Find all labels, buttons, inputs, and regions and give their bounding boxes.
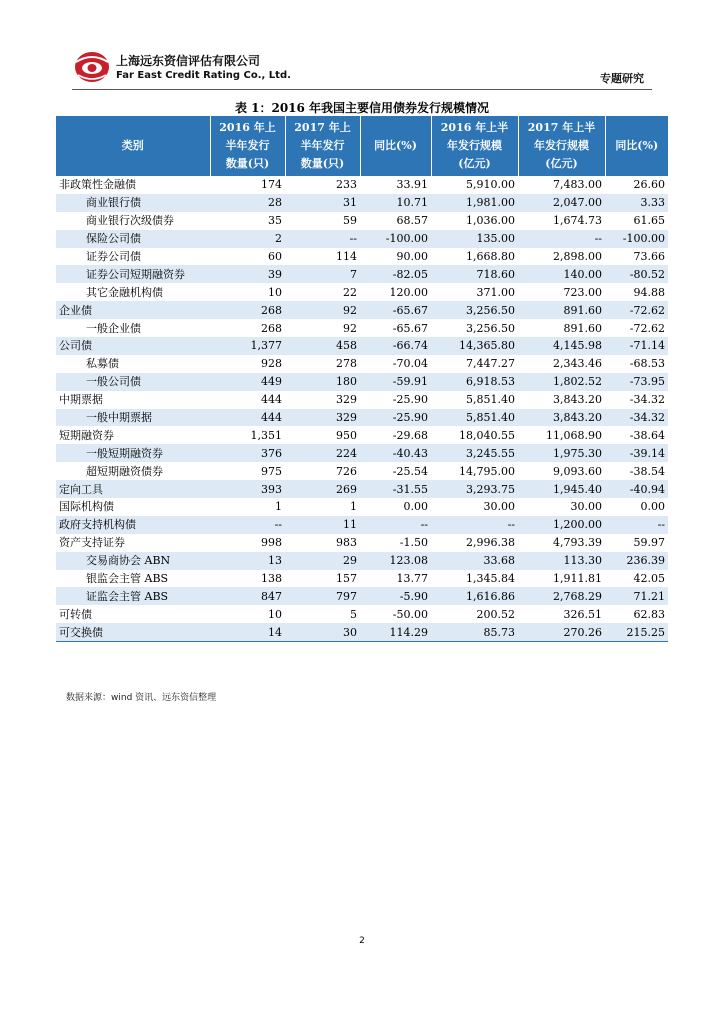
col-header-line: 2016 年上 bbox=[219, 121, 276, 134]
cell-yoy-size: -72.62 bbox=[605, 301, 668, 319]
cell-yoy-size: -39.14 bbox=[605, 444, 668, 462]
cell-count-2017: 1 bbox=[285, 498, 360, 516]
cell-size-2016: 3,245.55 bbox=[431, 444, 518, 462]
col-header-line: (亿元) bbox=[458, 157, 491, 170]
table-title: 表 1：2016 年我国主要信用债券发行规模情况 bbox=[234, 101, 490, 115]
table-row bbox=[56, 176, 668, 194]
cell-count-2017: 92 bbox=[285, 301, 360, 319]
cell-category: 其它金融机构债 bbox=[56, 283, 210, 301]
cell-yoy-size: -100.00 bbox=[605, 230, 668, 248]
cell-yoy-size: -34.32 bbox=[605, 409, 668, 427]
cell-count-2016: 138 bbox=[210, 570, 285, 588]
cell-yoy-size: 73.66 bbox=[605, 248, 668, 266]
company-name-cn: 上海远东资信评估有限公司 bbox=[116, 54, 261, 68]
cell-category: 定向工具 bbox=[56, 480, 210, 498]
cell-count-2016: 268 bbox=[210, 319, 285, 337]
cell-size-2017: -- bbox=[518, 230, 605, 248]
cell-category: 短期融资券 bbox=[56, 426, 210, 444]
cell-size-2017: 1,975.30 bbox=[518, 444, 605, 462]
cell-size-2017: 1,674.73 bbox=[518, 212, 605, 230]
table-row bbox=[56, 212, 668, 230]
cell-count-2016: 444 bbox=[210, 391, 285, 409]
cell-size-2017: 2,047.00 bbox=[518, 194, 605, 212]
cell-count-2017: 157 bbox=[285, 570, 360, 588]
cell-size-2017: 2,768.29 bbox=[518, 587, 605, 605]
cell-yoy-size: -34.32 bbox=[605, 391, 668, 409]
cell-count-2017: -- bbox=[285, 230, 360, 248]
cell-size-2016: 30.00 bbox=[431, 498, 518, 516]
cell-category: 超短期融资债券 bbox=[56, 462, 210, 480]
cell-size-2016: 1,616.86 bbox=[431, 587, 518, 605]
cell-yoy-size: 94.88 bbox=[605, 283, 668, 301]
col-header-yoy-size: 同比(%) bbox=[605, 116, 668, 176]
cell-count-2017: 269 bbox=[285, 480, 360, 498]
cell-size-2016: 1,036.00 bbox=[431, 212, 518, 230]
cell-size-2017: 1,802.52 bbox=[518, 373, 605, 391]
cell-yoy-size: 71.21 bbox=[605, 587, 668, 605]
cell-yoy-size: -72.62 bbox=[605, 319, 668, 337]
page-header bbox=[72, 48, 652, 90]
col-header-line: 2016 年上半 bbox=[440, 121, 509, 134]
cell-category: 中期票据 bbox=[56, 391, 210, 409]
cell-count-2016: 975 bbox=[210, 462, 285, 480]
cell-count-2016: 174 bbox=[210, 176, 285, 194]
cell-count-2016: 393 bbox=[210, 480, 285, 498]
table-row bbox=[56, 319, 668, 337]
col-header-line: (亿元) bbox=[545, 157, 578, 170]
table-row bbox=[56, 373, 668, 391]
table-row bbox=[56, 534, 668, 552]
cell-size-2017: 3,843.20 bbox=[518, 409, 605, 427]
col-header-line: 2017 年上半 bbox=[527, 121, 596, 134]
cell-yoy-size: -38.54 bbox=[605, 462, 668, 480]
cell-category: 可交换债 bbox=[56, 623, 210, 641]
table-row bbox=[56, 391, 668, 409]
cell-category: 保险公司债 bbox=[56, 230, 210, 248]
col-header-line: 2017 年上 bbox=[294, 121, 351, 134]
cell-yoy-count: -50.00 bbox=[360, 605, 431, 623]
cell-yoy-size: -80.52 bbox=[605, 265, 668, 283]
cell-yoy-count: -82.05 bbox=[360, 265, 431, 283]
cell-yoy-size: 236.39 bbox=[605, 552, 668, 570]
cell-size-2016: 33.68 bbox=[431, 552, 518, 570]
col-header-size-2017 bbox=[518, 116, 605, 176]
cell-count-2016: 847 bbox=[210, 587, 285, 605]
cell-size-2016: 3,256.50 bbox=[431, 301, 518, 319]
cell-category: 政府支持机构债 bbox=[56, 516, 210, 534]
cell-yoy-count: 123.08 bbox=[360, 552, 431, 570]
cell-size-2016: 200.52 bbox=[431, 605, 518, 623]
cell-category: 一般公司债 bbox=[56, 373, 210, 391]
table-row bbox=[56, 265, 668, 283]
cell-count-2016: 60 bbox=[210, 248, 285, 266]
cell-size-2017: 1,945.40 bbox=[518, 480, 605, 498]
cell-count-2017: 950 bbox=[285, 426, 360, 444]
cell-yoy-size: -71.14 bbox=[605, 337, 668, 355]
cell-count-2016: 39 bbox=[210, 265, 285, 283]
cell-size-2017: 723.00 bbox=[518, 283, 605, 301]
cell-count-2017: 7 bbox=[285, 265, 360, 283]
table-row bbox=[56, 623, 668, 641]
cell-count-2017: 31 bbox=[285, 194, 360, 212]
cell-size-2016: 5,851.40 bbox=[431, 391, 518, 409]
cell-yoy-size: 42.05 bbox=[605, 570, 668, 588]
cell-size-2017: 326.51 bbox=[518, 605, 605, 623]
cell-yoy-size: -40.94 bbox=[605, 480, 668, 498]
cell-count-2016: 1 bbox=[210, 498, 285, 516]
cell-yoy-count: -5.90 bbox=[360, 587, 431, 605]
col-header-line: 半年发行 bbox=[300, 139, 345, 152]
cell-yoy-count: 120.00 bbox=[360, 283, 431, 301]
cell-yoy-count: -70.04 bbox=[360, 355, 431, 373]
cell-count-2016: 268 bbox=[210, 301, 285, 319]
cell-count-2017: 22 bbox=[285, 283, 360, 301]
cell-category: 一般中期票据 bbox=[56, 409, 210, 427]
cell-count-2016: 376 bbox=[210, 444, 285, 462]
cell-yoy-count: -65.67 bbox=[360, 319, 431, 337]
cell-yoy-size: -73.95 bbox=[605, 373, 668, 391]
cell-count-2016: 928 bbox=[210, 355, 285, 373]
cell-size-2016: 718.60 bbox=[431, 265, 518, 283]
cell-count-2016: -- bbox=[210, 516, 285, 534]
cell-yoy-count: -25.54 bbox=[360, 462, 431, 480]
cell-category: 证券公司短期融资券 bbox=[56, 265, 210, 283]
cell-category: 公司债 bbox=[56, 337, 210, 355]
table-row bbox=[56, 587, 668, 605]
cell-size-2016: 3,293.75 bbox=[431, 480, 518, 498]
cell-size-2017: 113.30 bbox=[518, 552, 605, 570]
far-east-logo-icon bbox=[72, 48, 114, 86]
cell-yoy-size: 0.00 bbox=[605, 498, 668, 516]
col-header-line: 数量(只) bbox=[225, 157, 270, 170]
cell-yoy-count: -59.91 bbox=[360, 373, 431, 391]
table-row bbox=[56, 355, 668, 373]
cell-size-2016: 1,668.80 bbox=[431, 248, 518, 266]
table-row bbox=[56, 283, 668, 301]
table-row bbox=[56, 337, 668, 355]
cell-count-2017: 180 bbox=[285, 373, 360, 391]
cell-count-2016: 1,377 bbox=[210, 337, 285, 355]
cell-yoy-count: 0.00 bbox=[360, 498, 431, 516]
cell-category: 可转债 bbox=[56, 605, 210, 623]
cell-category: 私募债 bbox=[56, 355, 210, 373]
table-row bbox=[56, 426, 668, 444]
cell-yoy-size: 59.97 bbox=[605, 534, 668, 552]
cell-count-2017: 233 bbox=[285, 176, 360, 194]
cell-size-2016: 1,981.00 bbox=[431, 194, 518, 212]
cell-count-2017: 983 bbox=[285, 534, 360, 552]
cell-size-2016: 18,040.55 bbox=[431, 426, 518, 444]
col-header-count-2016 bbox=[210, 116, 285, 176]
table-row bbox=[56, 570, 668, 588]
cell-count-2016: 10 bbox=[210, 605, 285, 623]
cell-size-2017: 1,911.81 bbox=[518, 570, 605, 588]
cell-category: 一般企业债 bbox=[56, 319, 210, 337]
cell-size-2017: 3,843.20 bbox=[518, 391, 605, 409]
cell-size-2016: 7,447.27 bbox=[431, 355, 518, 373]
table-row bbox=[56, 248, 668, 266]
cell-category: 银监会主管 ABS bbox=[56, 570, 210, 588]
cell-category: 证监会主管 ABS bbox=[56, 587, 210, 605]
header-divider bbox=[72, 89, 652, 90]
cell-size-2016: 5,851.40 bbox=[431, 409, 518, 427]
cell-yoy-count: 10.71 bbox=[360, 194, 431, 212]
col-header-size-2016 bbox=[431, 116, 518, 176]
cell-category: 企业债 bbox=[56, 301, 210, 319]
page-number: 2 bbox=[359, 936, 365, 946]
col-header-line: 年发行规模 bbox=[447, 139, 502, 152]
cell-category: 一般短期融资券 bbox=[56, 444, 210, 462]
cell-count-2016: 14 bbox=[210, 623, 285, 641]
col-header-line: 年发行规模 bbox=[534, 139, 589, 152]
col-header-category: 类别 bbox=[56, 116, 210, 176]
cell-count-2016: 10 bbox=[210, 283, 285, 301]
cell-yoy-size: 61.65 bbox=[605, 212, 668, 230]
table-header-row bbox=[56, 116, 668, 176]
cell-category: 资产支持证券 bbox=[56, 534, 210, 552]
cell-count-2017: 29 bbox=[285, 552, 360, 570]
cell-size-2017: 2,343.46 bbox=[518, 355, 605, 373]
table-row bbox=[56, 194, 668, 212]
cell-size-2017: 2,898.00 bbox=[518, 248, 605, 266]
cell-yoy-count: 68.57 bbox=[360, 212, 431, 230]
cell-size-2017: 270.26 bbox=[518, 623, 605, 641]
cell-size-2016: 85.73 bbox=[431, 623, 518, 641]
cell-size-2017: 140.00 bbox=[518, 265, 605, 283]
cell-yoy-count: -66.74 bbox=[360, 337, 431, 355]
table-row bbox=[56, 444, 668, 462]
cell-yoy-size: -- bbox=[605, 516, 668, 534]
company-name-en: Far East Credit Rating Co., Ltd. bbox=[116, 70, 291, 81]
cell-count-2017: 329 bbox=[285, 409, 360, 427]
cell-yoy-count: -40.43 bbox=[360, 444, 431, 462]
cell-size-2017: 1,200.00 bbox=[518, 516, 605, 534]
table-body bbox=[56, 176, 668, 642]
cell-size-2016: 14,795.00 bbox=[431, 462, 518, 480]
table-row bbox=[56, 409, 668, 427]
cell-count-2017: 11 bbox=[285, 516, 360, 534]
cell-count-2017: 114 bbox=[285, 248, 360, 266]
cell-category: 非政策性金融债 bbox=[56, 176, 210, 194]
cell-size-2016: 135.00 bbox=[431, 230, 518, 248]
cell-count-2016: 1,351 bbox=[210, 426, 285, 444]
cell-count-2017: 30 bbox=[285, 623, 360, 641]
bond-issuance-table bbox=[56, 116, 668, 642]
cell-category: 国际机构债 bbox=[56, 498, 210, 516]
cell-yoy-count: 33.91 bbox=[360, 176, 431, 194]
cell-yoy-count: -1.50 bbox=[360, 534, 431, 552]
cell-size-2016: 1,345.84 bbox=[431, 570, 518, 588]
cell-category: 证券公司债 bbox=[56, 248, 210, 266]
cell-count-2017: 5 bbox=[285, 605, 360, 623]
cell-category: 商业银行次级债券 bbox=[56, 212, 210, 230]
section-label: 专题研究 bbox=[600, 72, 644, 85]
cell-size-2017: 30.00 bbox=[518, 498, 605, 516]
cell-count-2016: 998 bbox=[210, 534, 285, 552]
cell-size-2017: 7,483.00 bbox=[518, 176, 605, 194]
cell-size-2016: 5,910.00 bbox=[431, 176, 518, 194]
cell-count-2017: 59 bbox=[285, 212, 360, 230]
table-row bbox=[56, 480, 668, 498]
table-row bbox=[56, 462, 668, 480]
cell-yoy-count: -100.00 bbox=[360, 230, 431, 248]
col-header-count-2017 bbox=[285, 116, 360, 176]
cell-count-2016: 35 bbox=[210, 212, 285, 230]
cell-count-2017: 797 bbox=[285, 587, 360, 605]
cell-yoy-count: -25.90 bbox=[360, 391, 431, 409]
col-header-line: 数量(只) bbox=[300, 157, 345, 170]
cell-count-2016: 444 bbox=[210, 409, 285, 427]
cell-yoy-count: -65.67 bbox=[360, 301, 431, 319]
table-row bbox=[56, 605, 668, 623]
cell-count-2017: 92 bbox=[285, 319, 360, 337]
cell-count-2017: 278 bbox=[285, 355, 360, 373]
table-row bbox=[56, 516, 668, 534]
cell-yoy-size: 215.25 bbox=[605, 623, 668, 641]
cell-count-2017: 224 bbox=[285, 444, 360, 462]
cell-yoy-size: 62.83 bbox=[605, 605, 668, 623]
cell-yoy-count: 90.00 bbox=[360, 248, 431, 266]
col-header-yoy-count: 同比(%) bbox=[360, 116, 431, 176]
cell-size-2017: 11,068.90 bbox=[518, 426, 605, 444]
cell-count-2016: 449 bbox=[210, 373, 285, 391]
table-row bbox=[56, 498, 668, 516]
cell-size-2017: 4,793.39 bbox=[518, 534, 605, 552]
cell-category: 交易商协会 ABN bbox=[56, 552, 210, 570]
cell-yoy-count: 114.29 bbox=[360, 623, 431, 641]
cell-count-2016: 13 bbox=[210, 552, 285, 570]
table-row bbox=[56, 230, 668, 248]
table-row bbox=[56, 552, 668, 570]
cell-yoy-count: -- bbox=[360, 516, 431, 534]
table-row bbox=[56, 301, 668, 319]
cell-count-2016: 28 bbox=[210, 194, 285, 212]
cell-yoy-size: 26.60 bbox=[605, 176, 668, 194]
cell-count-2016: 2 bbox=[210, 230, 285, 248]
cell-size-2016: 6,918.53 bbox=[431, 373, 518, 391]
cell-size-2016: 3,256.50 bbox=[431, 319, 518, 337]
col-header-line: 半年发行 bbox=[225, 139, 270, 152]
cell-count-2017: 329 bbox=[285, 391, 360, 409]
cell-size-2016: 2,996.38 bbox=[431, 534, 518, 552]
cell-size-2017: 891.60 bbox=[518, 301, 605, 319]
cell-count-2017: 458 bbox=[285, 337, 360, 355]
cell-yoy-count: 13.77 bbox=[360, 570, 431, 588]
cell-yoy-count: -31.55 bbox=[360, 480, 431, 498]
cell-size-2016: -- bbox=[431, 516, 518, 534]
cell-size-2017: 9,093.60 bbox=[518, 462, 605, 480]
cell-yoy-size: -38.64 bbox=[605, 426, 668, 444]
cell-size-2017: 4,145.98 bbox=[518, 337, 605, 355]
cell-yoy-size: -68.53 bbox=[605, 355, 668, 373]
cell-size-2017: 891.60 bbox=[518, 319, 605, 337]
cell-size-2016: 371.00 bbox=[431, 283, 518, 301]
cell-yoy-size: 3.33 bbox=[605, 194, 668, 212]
source-note: 数据来源：wind 资讯、远东资信整理 bbox=[66, 693, 217, 703]
cell-yoy-count: -29.68 bbox=[360, 426, 431, 444]
cell-size-2016: 14,365.80 bbox=[431, 337, 518, 355]
cell-yoy-count: -25.90 bbox=[360, 409, 431, 427]
cell-category: 商业银行债 bbox=[56, 194, 210, 212]
cell-count-2017: 726 bbox=[285, 462, 360, 480]
